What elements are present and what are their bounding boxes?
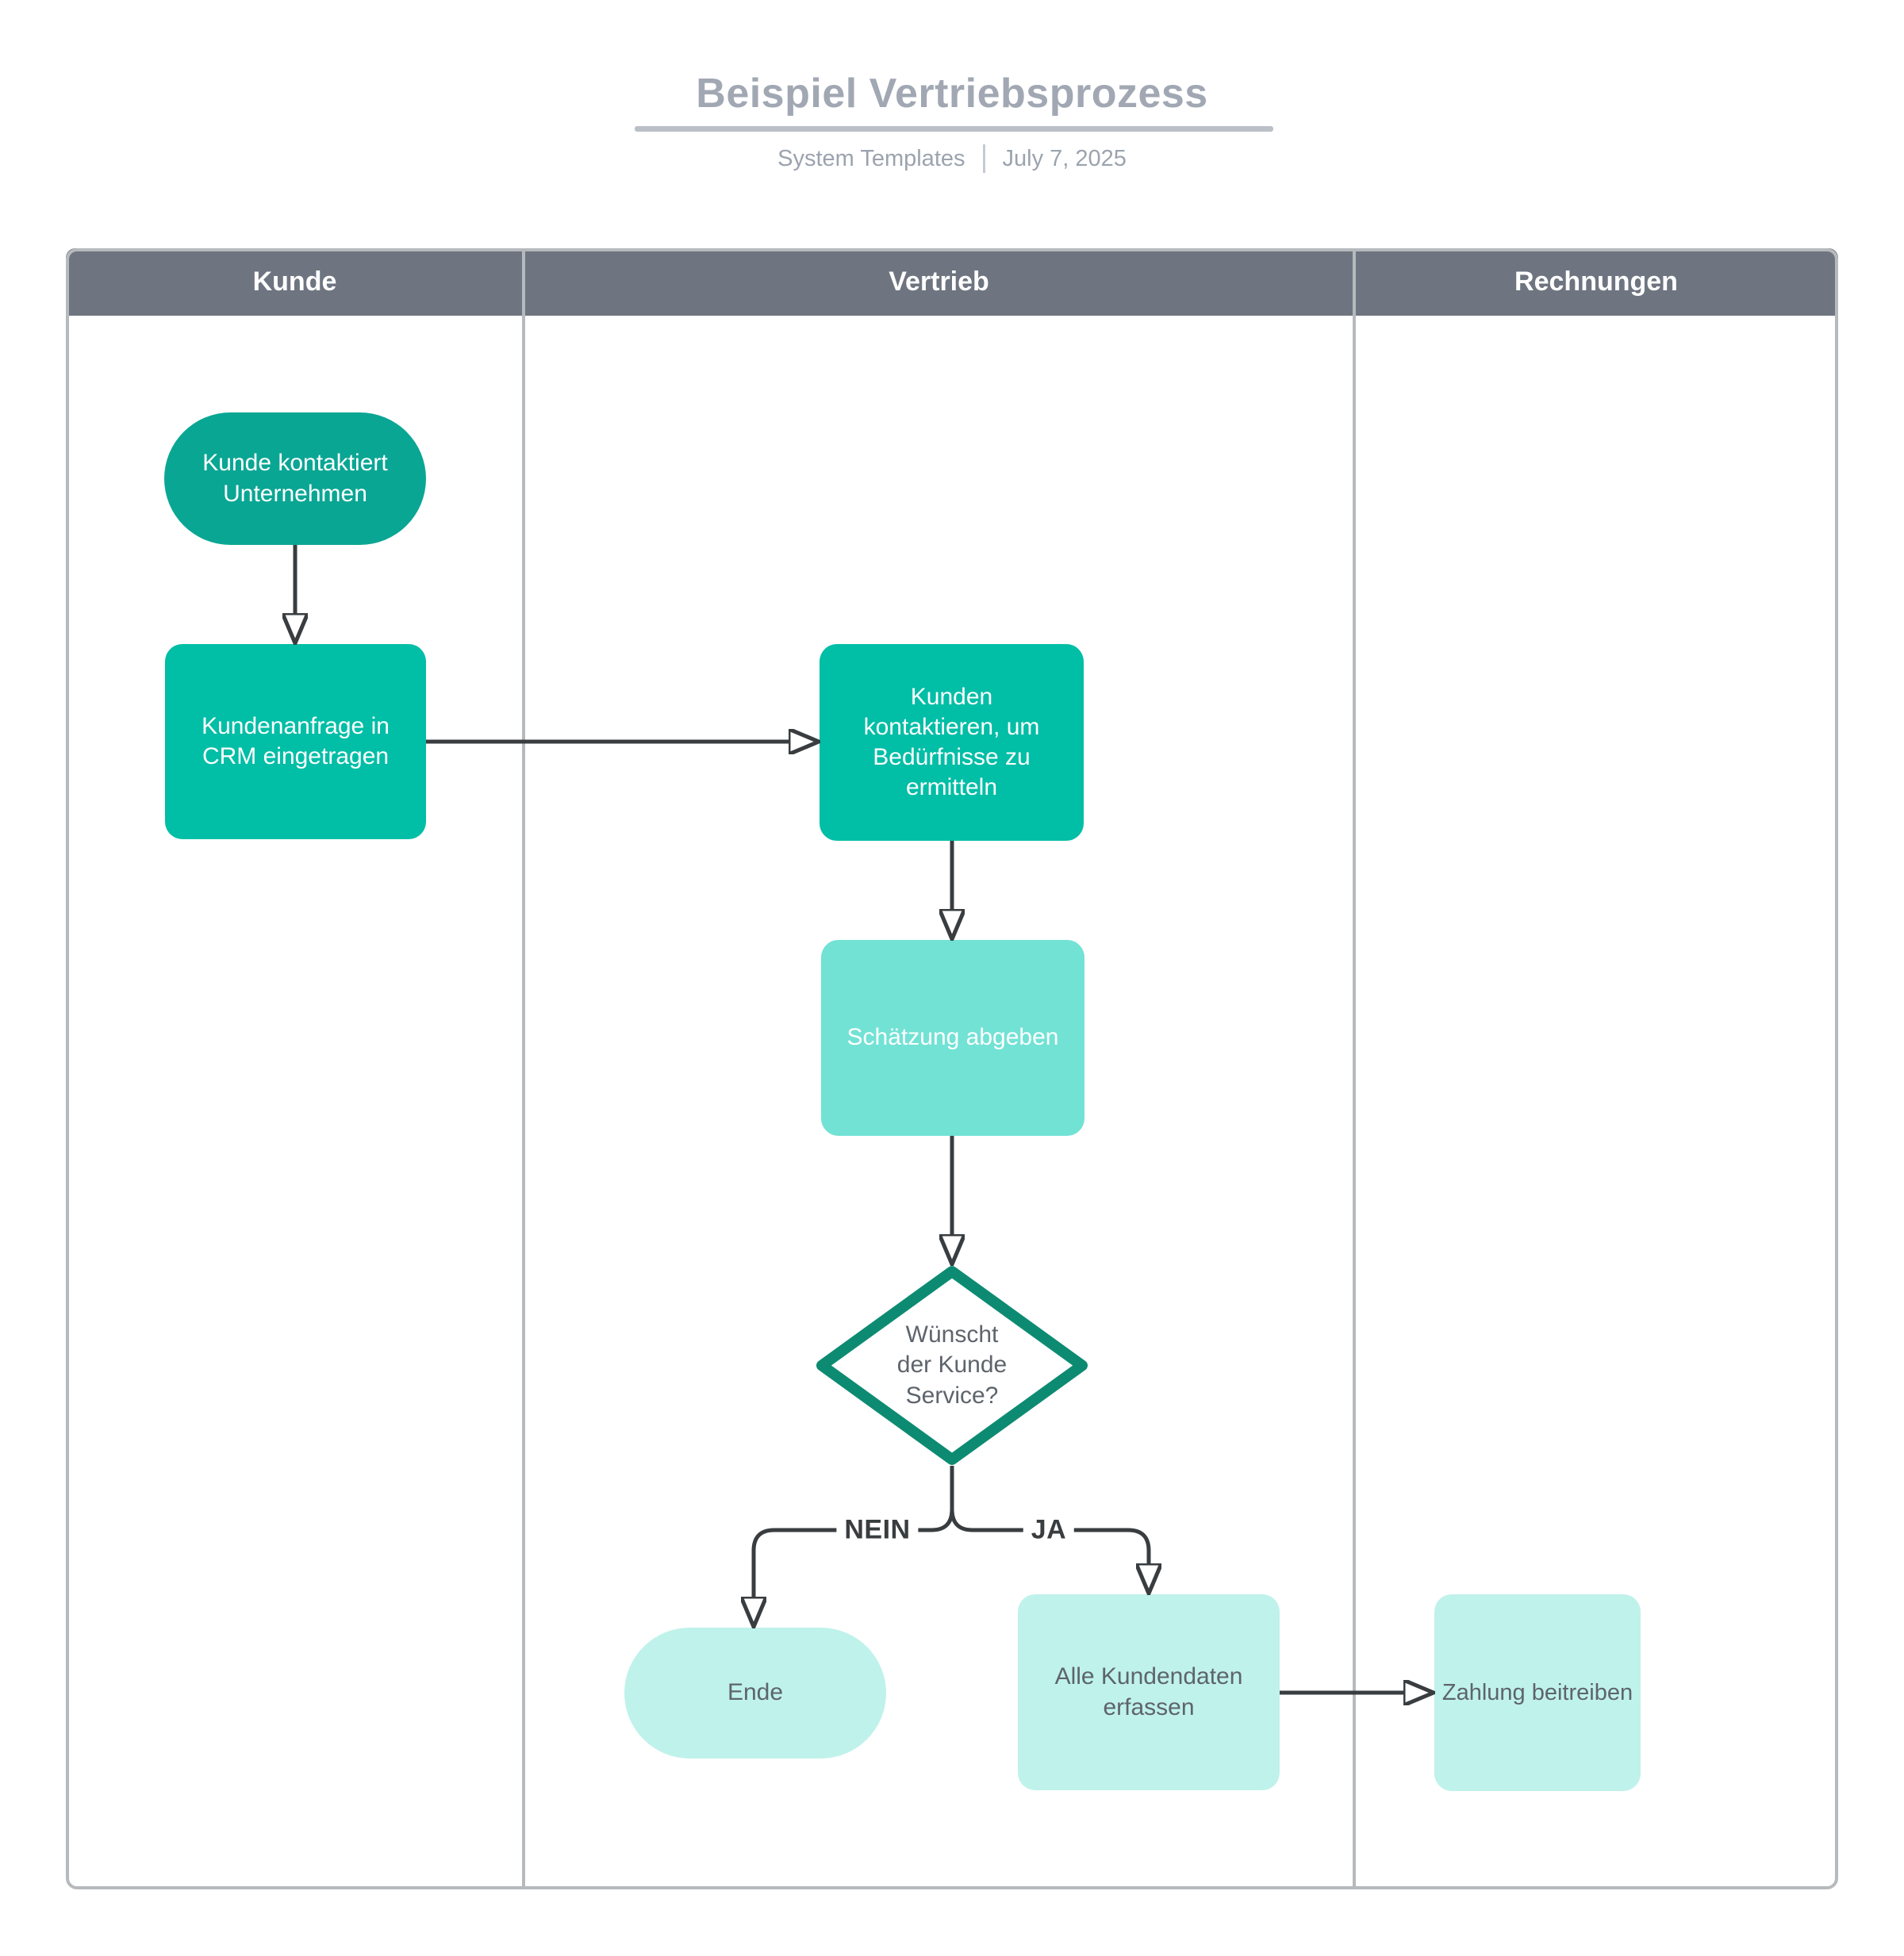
node-payment-process[interactable] <box>1434 1594 1641 1791</box>
node-crm-label: Kundenanfrage in CRM eingetragen <box>202 712 390 769</box>
node-estimate-label: Schätzung abgeben <box>846 1024 1059 1051</box>
lane-divider-1 <box>522 251 525 1887</box>
node-end-terminator[interactable] <box>624 1628 886 1758</box>
node-start-terminator[interactable] <box>164 412 426 545</box>
lane-header-vertrieb: Vertrieb <box>889 267 989 297</box>
title-underline <box>635 126 1273 132</box>
node-start-label: Kunde kontaktiert Unternehmen <box>202 450 388 507</box>
subtitle-divider <box>983 144 985 173</box>
page-title: Beispiel Vertriebsprozess <box>696 71 1208 117</box>
lane-divider-2 <box>1353 251 1356 1887</box>
subtitle <box>0 144 1904 173</box>
node-decision-diamond[interactable] <box>816 1265 1088 1466</box>
node-end-label: Ende <box>727 1679 784 1706</box>
lane-header-rechnungen: Rechnungen <box>1514 267 1678 297</box>
edge-label-nein: NEIN <box>836 1513 918 1548</box>
node-estimate-process[interactable] <box>821 940 1084 1136</box>
node-collect-process[interactable] <box>1018 1594 1280 1790</box>
subtitle-author: System Templates <box>777 145 965 171</box>
node-collect-label: Alle Kundendaten erfassen <box>1054 1663 1243 1720</box>
node-decision-label: Wünscht der Kunde Service? <box>896 1321 1008 1409</box>
node-crm-process[interactable] <box>165 644 426 839</box>
node-contact-process[interactable] <box>820 644 1084 841</box>
edge-label-ja: JA <box>1023 1513 1074 1548</box>
node-payment-label: Zahlung beitreiben <box>1441 1679 1633 1705</box>
lane-header-kunde: Kunde <box>252 267 337 297</box>
node-contact-label: Kunden kontaktieren, um Bedürfnisse zu ermitteln <box>863 683 1040 801</box>
subtitle-date: July 7, 2025 <box>1002 145 1127 171</box>
